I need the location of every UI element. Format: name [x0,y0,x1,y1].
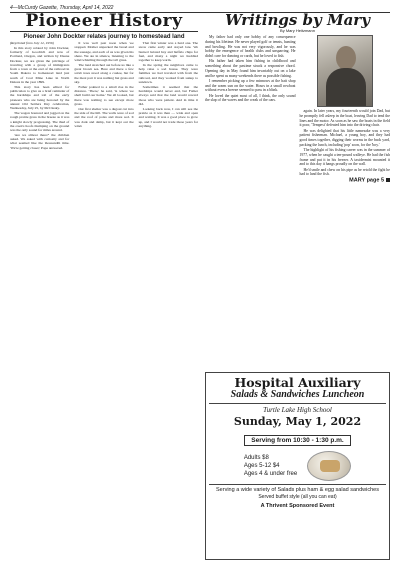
ad-price-row [209,451,386,481]
photo-body-shape [326,68,366,107]
page-header-left: 4—McCurdy Gazette, Thursday, April 14, 2022 [10,5,114,11]
story-headline: Pioneer John Dockter relates journey to homestead land [23,34,185,40]
paragraph: In the spring the neighbors came to help raise a sod house. They were families we had traveled with from the railroad, and they worked from sunup to sundown. [138,62,198,85]
section-title: Pioneer History [25,11,183,31]
writings-column-1 [205,35,296,183]
ad-title: Hospital Auxiliary [234,375,361,390]
paragraph: Looking back now, I can still see the prairie as it was then — wide and open and waiting. It was a good place to grow up, and I would not trade those years for anything. [138,106,198,128]
photo-head-shape [336,46,356,70]
story-columns [10,41,198,150]
writings-section [205,12,390,183]
writings-columns [205,35,390,183]
food-plate-image [307,451,351,481]
ad-venue: Turtle Lake High School [263,406,332,414]
paragraph: again. In later years, my fourteenth would join Dad, but he promptly fell asleep in the boat, leaving Dad to tend the lines and the motor. As soon as he saw the boats in the field it poor, 'Tempest' defeated him into the driving chair. [299,109,390,128]
story-column-3 [139,41,198,150]
paragraph: I remember picking up a few minnows at the bait shop and the warm sun on the water. Hours in a small rowboat without even a breeze seemed to pass in a blink. [205,78,296,93]
continued-label: MARY page 5 [349,177,384,184]
continued-jump [300,178,391,183]
paragraph: Our first shelter was a dugout cut into the side of the hill. The walls were of sod and the roof of poles and more sod. It was dark and damp, but it kept out the wind. [74,106,134,128]
price-item: Adults $8 [243,455,269,461]
ad-serving-note: Served buffet style (all you can eat) [258,494,337,500]
ad-subtitle: Salads & Sandwiches Luncheon [230,389,365,400]
writings-column-2 [300,35,391,183]
paragraph: This story has been edited for publication to give us a brief reminder of the hardships and toil of the early pioneers who are being honored by the annual Old Settlers Day celebration, Wednesday, July 25, by McClusky. [10,84,70,111]
story-column-2 [74,41,133,150]
paragraph: He'd smile and chew on his pipe as he retold the fight he had to land the fish. [299,167,390,177]
byline: By Mary Heitzmann [280,28,315,33]
paragraph: The highlight of his fishing career was in the summer of 1977, when he caught a ten-pound walleye. He had the fish frame and put it in his freezer. A taxidermist mounted it and to this day it hangs proudly on the wall. [299,148,390,167]
ad-description: Serving a wide variety of Salads plus ham & egg salad sandwiches [216,487,379,493]
paragraph: He loved the quiet most of all, I think, the only sound the slap of the waves and the creak of the oars. [205,93,296,103]
luncheon-advertisement [205,372,390,560]
author-photo [317,35,373,107]
paragraph: Sometimes it seemed that the hardships would never end, but Father always said that the land would reward those who were patient. And in time it did. [138,84,198,106]
paragraph: Father pointed to a small rise in the distance. 'There,' he said, 'is where we shall build our home.' We all looked, but there was nothing to see except more grass. [74,84,134,106]
price-item: Ages 4 & under free [243,471,298,477]
column-title: Writings by Mary [225,11,370,29]
paragraph: That first winter was a hard one. The snow came early and stayed late. We burned twisted hay and buffalo chips for fuel, and many a night we huddled together to keep warm. [138,41,198,63]
price-item: Ages 5-12 $4 [243,463,280,469]
paragraph: My father had only one hobby of any consequence during his lifetime. He never played golf or tennis, hunting and bowling. He was not very vigorously, and he was hobby the emergence of health clubs and unsparring. He didn't care for dancing or cards, but he loved to fish. [205,35,296,58]
paragraph: The land stretched out before us like a great brown sea. Here and there a few scrub trees stood along a coulee, but for the most part it was nothing but grass and sky. [74,62,134,85]
paragraph: His father had taken him fishing in childhood and something about the pastime struck a responsive chord. Opening day in May found him invariably out on a lake and he spent as many weekends there as possible fishing. [205,59,296,78]
story-credit: (Reprinted from July 12, 1956) [10,41,54,45]
paragraph: 'Are we almost there?' the children asked. We asked with curiosity and for what seemed like the thousandth time. 'We're getting closer,' Papa answered. [10,132,70,150]
pioneer-history-section [10,12,198,150]
paragraph: The wagon bounced and jogged on the rough prairie grass in the breeze as it was a knight slowly progressing. The thud of the oxen's hoofs thumping on the ground was the only sound for miles around. [10,110,70,133]
paragraph: He was delighted that his little namesake was a very patient fisherman. Michael, a young boy, and they had good times together, digging their worms in the back yard, packing the lunch, including 'pop' soon, for the 'boy.' [299,128,390,147]
story-column-1 [10,41,69,150]
end-mark-icon [386,178,390,182]
paragraph: It was well past noon when we stopped. Mother unpacked the bread and the sausage, and each of us was given his share. We ate in silence, listening to the wind whistling through the tall grass. [74,41,134,63]
ad-date: Sunday, May 1, 2022 [233,415,362,428]
divider [209,484,386,485]
paragraph: In this story related by John Dockter, formerly of Goodrich and now of Portland, Oregon, and written by Duane Dockter, we are given the privilege of traveling with a group of immigrants from a town at the end of the railroad in South Dakota to homestead land just south of Coal Mine Lake in North Dakota in the year 1899. [10,45,70,85]
ad-sponsor: A Thrivent Sponsored Event [260,503,335,509]
divider [209,403,386,404]
ad-time: Serving from 10:30 - 1:30 p.m. [244,435,350,446]
ad-price-list [244,454,297,478]
divider [10,31,198,32]
